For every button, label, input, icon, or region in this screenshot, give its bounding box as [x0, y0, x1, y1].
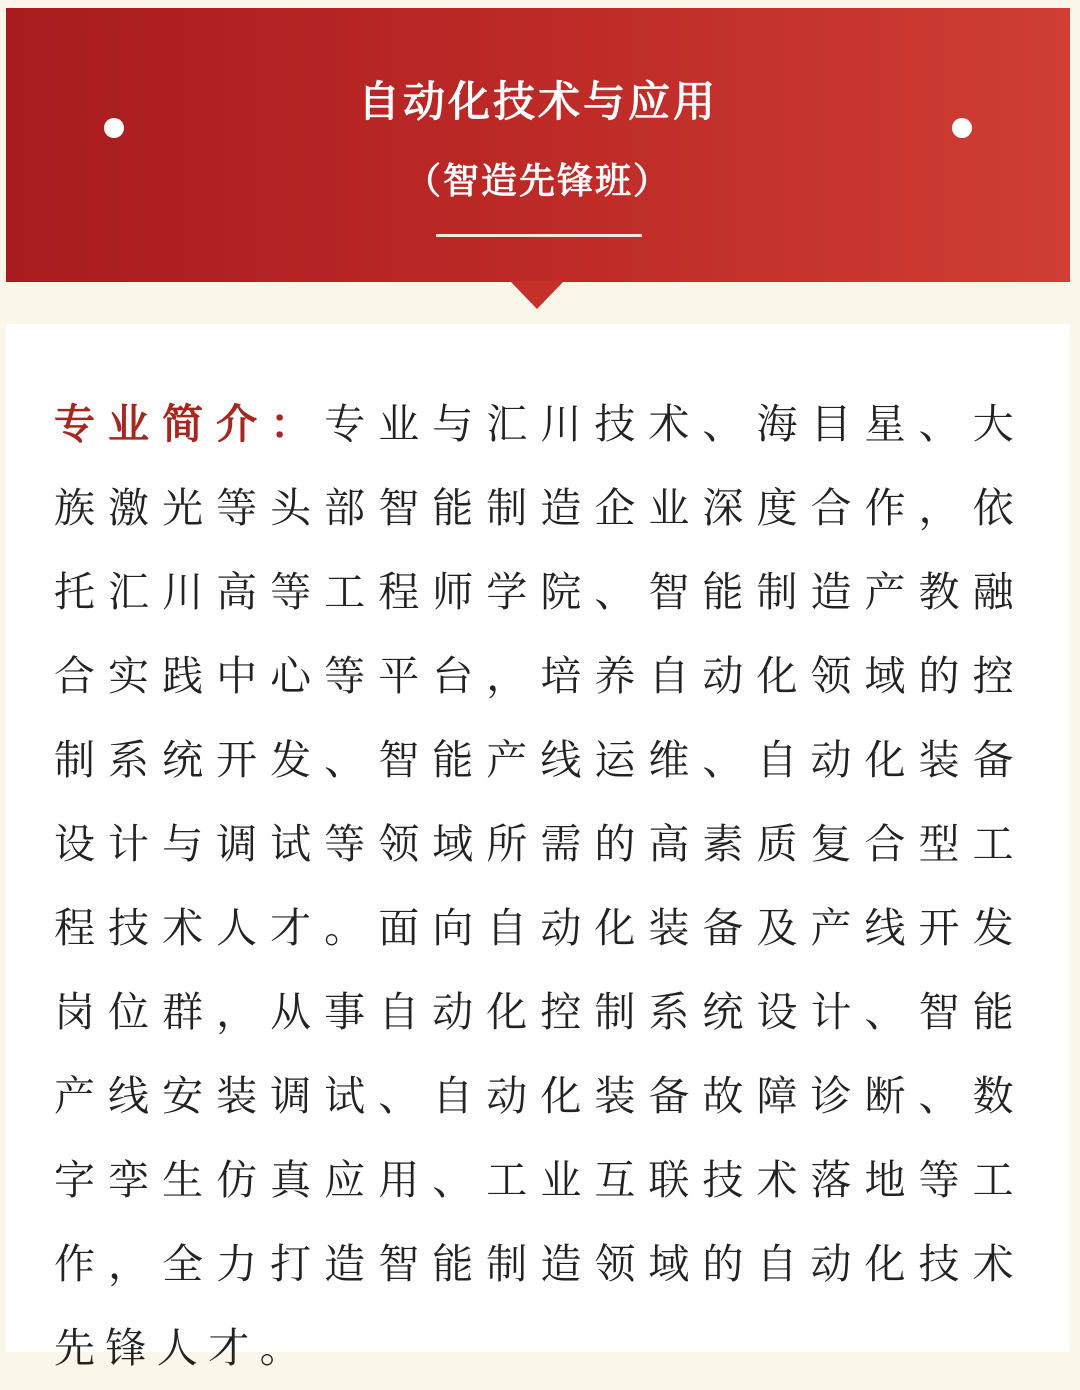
page-subtitle: （智造先锋班） [404, 161, 671, 202]
intro-paragraph [54, 382, 1024, 1390]
intro-card [6, 324, 1070, 1372]
title-divider [436, 234, 642, 237]
intro-label: 专业简介： [54, 400, 325, 448]
down-arrow-pointer [510, 281, 564, 309]
page-title: 自动化技术与应用 [357, 77, 718, 126]
intro-text: 专业与汇川技术、海目星、大族激光等头部智能制造企业深度合作，依托汇川高等工程师学院、智能制造产教融合实践中心等平台，培养自动化领域的控制系统开发、智能产线运维、自动化装备设计与调试等领域所需的高素质复合型工程技术人才。面向自动化装备及产线开发岗位群，从事自动化控制系统设计、智能产线安装调试、自动化装备故障诊断、数字孪生仿真应用、工业互联技术落地等工作，全力打造智能制造领域的自动化技术先锋人才。 [54, 400, 1025, 1372]
header-banner [6, 8, 1070, 282]
